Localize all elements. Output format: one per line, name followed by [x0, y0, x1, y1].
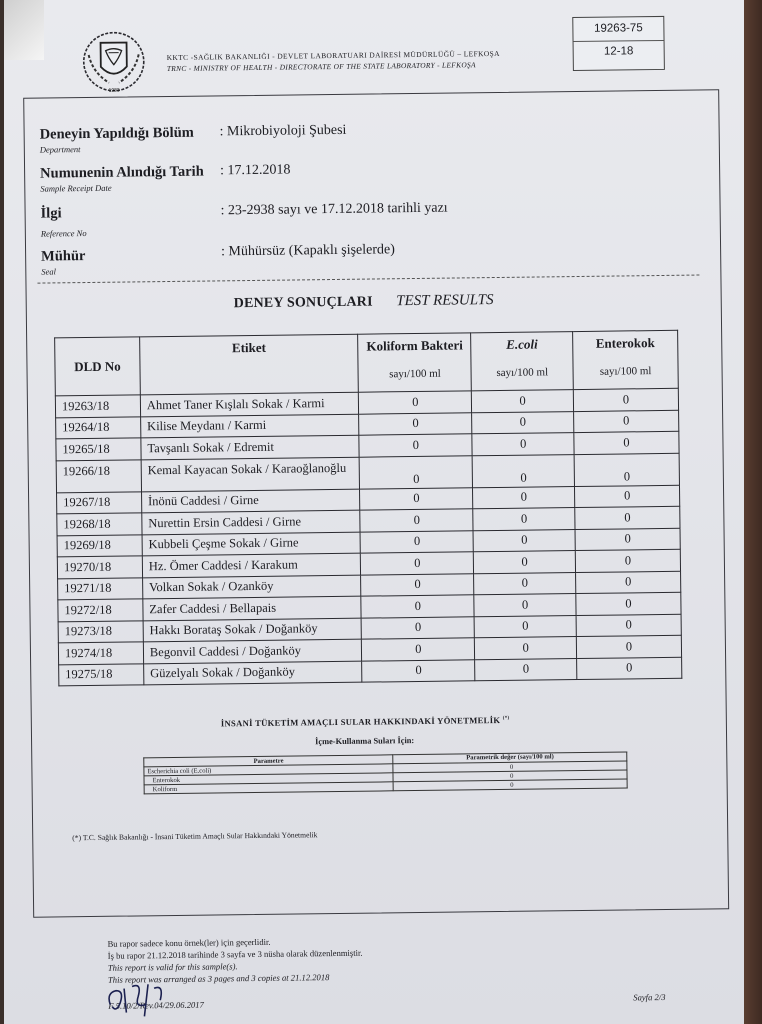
reg-header-value: Parametrik değer (sayı/100 ml) — [393, 752, 627, 764]
seal-value: : Mühürsüz (Kapaklı şişelerde) — [221, 242, 395, 260]
label-cell: Tavşanlı Sokak / Edremit — [141, 435, 360, 459]
reference-label: İlgi — [40, 205, 62, 222]
reg-value-cell: 0 — [393, 761, 627, 773]
regulation-title-text: İNSANİ TÜKETİM AMAÇLI SULAR HAKKINDAKİ YÖNETMELİK — [220, 714, 501, 729]
footer-line-1: Bu rapor sadece konu örnek(ler) için geçerlidir. — [107, 936, 271, 949]
receipt-date-sublabel: Sample Receipt Date — [40, 182, 112, 194]
ecoli-cell: 0 — [474, 572, 576, 595]
regulation-subtitle: İçme-Kullanma Suları İçin: — [315, 736, 415, 747]
header-turkish: KKTC -SAĞLIK BAKANLIĞI - DEVLET LABORATUARI DAİRESİ MÜDÜRLÜĞÜ – LEFKOŞA — [166, 48, 500, 63]
entero-cell: 0 — [574, 453, 679, 486]
receipt-date-field — [40, 164, 204, 194]
ecoli-cell: 0 — [475, 637, 577, 660]
form-number: F 5.10/2/Rev.04/29.06.2017 — [108, 999, 204, 1011]
coliform-cell: 0 — [361, 552, 474, 575]
seal-label: Mühür — [41, 248, 86, 265]
label-cell: Kemal Kayacan Sokak / Karaoğlanoğlu — [141, 457, 360, 492]
col-entero-unit: sayı/100 ml — [599, 365, 652, 378]
results-title-tr: DENEY SONUÇLARI — [233, 294, 373, 312]
ecoli-cell: 0 — [473, 486, 575, 509]
label-cell: Zafer Caddesi / Bellapais — [143, 596, 362, 620]
dld-cell: 19275/18 — [59, 663, 144, 686]
coliform-cell: 0 — [362, 616, 475, 639]
ecoli-cell: 0 — [473, 529, 575, 552]
dld-cell: 19269/18 — [57, 534, 142, 557]
entero-cell: 0 — [575, 485, 680, 508]
dld-cell: 19265/18 — [56, 438, 141, 461]
dld-cell: 19270/18 — [57, 556, 142, 579]
col-header-entero — [573, 330, 679, 389]
dld-cell: 19267/18 — [57, 491, 142, 514]
reference-sublabel: Reference No — [40, 228, 87, 239]
coliform-cell: 0 — [362, 638, 475, 661]
reg-value-cell: 0 — [394, 779, 628, 791]
col-header-coliform — [358, 333, 472, 392]
entero-cell: 0 — [574, 431, 679, 454]
coliform-cell: 0 — [360, 509, 473, 532]
label-cell: Nurettin Ersin Caddesi / Girne — [142, 510, 361, 534]
col-header-dld: DLD No — [55, 337, 141, 396]
department-sublabel: Department — [39, 144, 81, 155]
reg-param-cell: Enterokok — [144, 773, 394, 785]
col-coliform-unit: sayı/100 ml — [389, 367, 441, 381]
entero-cell: 0 — [576, 635, 681, 658]
label-cell: Güzelyalı Sokak / Doğanköy — [144, 661, 363, 685]
entero-cell: 0 — [576, 614, 681, 637]
label-cell: Begonvil Caddesi / Doğanköy — [143, 639, 362, 663]
dld-cell: 19266/18 — [56, 459, 141, 492]
department-value: : Mikrobiyoloji Şubesi — [219, 122, 347, 140]
reg-header-param: Parametre — [144, 755, 394, 767]
label-cell: Ahmet Taner Kışlalı Sokak / Karmi — [140, 392, 359, 416]
dld-cell: 19264/18 — [56, 416, 141, 439]
dld-cell: 19263/18 — [55, 395, 140, 418]
header-english: TRNC - MINISTRY OF HEALTH - DIRECTORATE OF THE STATE LABORATORY - LEFKOŞA — [166, 60, 476, 74]
reference-value: : 23-2938 sayı ve 17.12.2018 tarihli yazı — [220, 200, 448, 219]
col-entero-title: Enterokok — [595, 335, 655, 351]
dld-cell: 19272/18 — [58, 599, 143, 622]
entero-cell: 0 — [575, 549, 680, 572]
footer-line-4: This report was arranged as 3 pages and 3 copies at 21.12.2018 — [107, 972, 330, 985]
entero-cell: 0 — [576, 592, 681, 615]
ecoli-cell: 0 — [474, 594, 576, 617]
ecoli-cell: 0 — [474, 615, 576, 638]
coliform-cell: 0 — [360, 487, 473, 510]
ecoli-cell: 0 — [472, 411, 574, 434]
col-ecoli-title: E.coli — [506, 336, 538, 352]
regulation-title-mark: (*) — [502, 716, 510, 722]
dld-cell: 19268/18 — [57, 513, 142, 536]
seal-sublabel: Seal — [41, 266, 57, 277]
label-cell: Kilise Meydanı / Karmi — [141, 414, 360, 438]
ecoli-cell: 0 — [473, 508, 575, 531]
col-coliform-title: Koliform Bakteri — [366, 337, 463, 354]
coliform-cell: 0 — [359, 391, 472, 414]
entero-cell: 0 — [575, 528, 680, 551]
department-label: Deneyin Yapıldığı Bölüm — [39, 124, 194, 143]
coliform-cell: 0 — [362, 659, 475, 682]
regulation-footnote: (*) T.C. Sağlık Bakanlığı - İnsani Tüketim Amaçlı Sular Hakkındaki Yönetmelik — [72, 830, 318, 843]
dld-cell: 19274/18 — [58, 642, 143, 665]
reg-value-cell: 0 — [393, 770, 627, 782]
col-header-ecoli — [471, 332, 573, 391]
results-title-en: TEST RESULTS — [396, 292, 494, 310]
label-cell: Kubbeli Çeşme Sokak / Girne — [142, 532, 361, 556]
footer-line-3: This report is valid for this sample(s). — [107, 961, 238, 973]
entero-cell: 0 — [573, 388, 678, 411]
coliform-cell: 0 — [361, 573, 474, 596]
trnc-crest-icon — [78, 28, 149, 95]
report-page — [4, 0, 744, 1024]
crest-year: 1983 — [108, 87, 120, 94]
entero-cell: 0 — [575, 506, 680, 529]
ecoli-cell: 0 — [472, 454, 574, 487]
receipt-date-value: : 17.12.2018 — [220, 162, 291, 179]
dld-cell: 19271/18 — [58, 577, 143, 600]
coliform-cell: 0 — [360, 455, 473, 488]
coliform-cell: 0 — [359, 412, 472, 435]
ecoli-cell: 0 — [472, 390, 574, 413]
dld-cell: 19273/18 — [58, 620, 143, 643]
reg-param-cell: Koliform — [144, 782, 394, 794]
receipt-date-label: Numunenin Alındığı Tarih — [40, 163, 204, 182]
footer-line-2: İş bu rapor 21.12.2018 tarihinde 3 sayfa ve 3 nüsha olarak düzenlenmiştir. — [107, 947, 363, 961]
reference-field — [41, 205, 87, 239]
results-table — [54, 330, 682, 687]
label-cell: Hakkı Borataş Sokak / Doğanköy — [143, 618, 362, 642]
reference-number: 19263-75 — [573, 17, 663, 42]
col-header-label: Etiket — [140, 334, 359, 395]
coliform-cell: 0 — [361, 595, 474, 618]
label-cell: Hz. Ömer Caddesi / Karakum — [142, 553, 361, 577]
entero-cell: 0 — [577, 657, 682, 680]
coliform-cell: 0 — [361, 530, 474, 553]
entero-cell: 0 — [576, 571, 681, 594]
coliform-cell: 0 — [359, 434, 472, 457]
ecoli-cell: 0 — [474, 551, 576, 574]
regulation-table — [143, 751, 627, 794]
handwritten-signature — [102, 974, 193, 1019]
col-ecoli-unit: sayı/100 ml — [496, 366, 549, 380]
results-title — [234, 292, 494, 312]
seal-field — [41, 248, 86, 277]
reference-box — [572, 16, 665, 71]
reference-code: 12-18 — [603, 45, 634, 58]
ecoli-cell: 0 — [475, 658, 577, 681]
department-field — [40, 125, 195, 155]
label-cell: Volkan Sokak / Ozanköy — [142, 575, 361, 599]
label-cell: İnönü Caddesi / Girne — [141, 489, 360, 513]
reg-param-cell: Escherichia coli (E.coli) — [144, 764, 394, 776]
entero-cell: 0 — [574, 410, 679, 433]
page-number: Sayfa 2/3 — [633, 991, 666, 1003]
ecoli-cell: 0 — [472, 433, 574, 456]
